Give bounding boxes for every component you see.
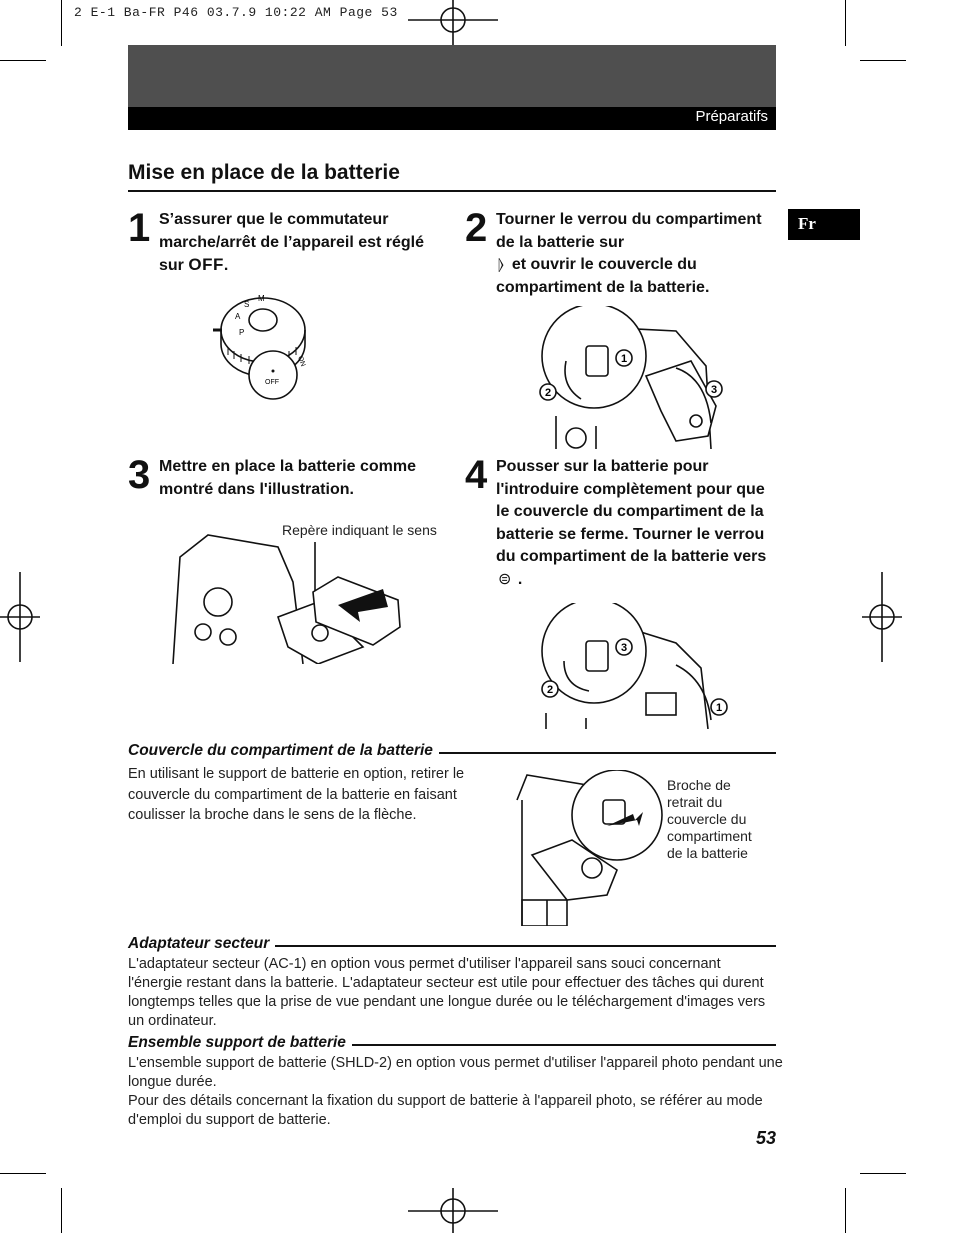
cover-body: En utilisant le support de batterie en option, retirer le couvercle du compartiment de la batterie en faisant coulisser la broche dans le sens de la flèche.	[128, 766, 465, 823]
lock-cover-illustration	[536, 603, 731, 729]
lock-symbol-icon: ⊜	[498, 570, 512, 588]
callout-2: 2	[545, 387, 552, 399]
step-4-number: 4	[465, 453, 488, 497]
holder-heading: Ensemble support de batterie	[128, 1034, 352, 1052]
step-2-text-b: et ouvrir le couvercle du compartiment de la batterie.	[496, 256, 710, 296]
dial-m: M	[258, 294, 265, 303]
step-2-text	[496, 209, 766, 299]
switch-off: OFF	[265, 379, 279, 386]
pin-caption-line: de la batterie	[667, 845, 748, 861]
cover-heading: Couvercle du compartiment de la batterie	[128, 742, 439, 760]
callout-3: 3	[711, 384, 718, 396]
cover-removal-illustration	[507, 770, 667, 926]
header-band	[128, 45, 776, 107]
step-1-number: 1	[128, 206, 151, 250]
section-tag: Préparatifs	[695, 108, 768, 125]
language-tab: Fr	[788, 209, 860, 240]
switch-on: ON	[296, 355, 307, 368]
dial-p: P	[239, 328, 245, 337]
step-2-text-a: Tourner le verrou du compartiment de la batterie sur	[496, 211, 762, 251]
unlock-symbol-icon: ⦊	[498, 256, 504, 273]
pin-caption-line: retrait du	[667, 794, 723, 810]
step-1-text-a: S’assurer que le commutateur marche/arrêt de l’appareil est réglé sur	[159, 211, 425, 274]
callout-2b: 2	[547, 684, 554, 696]
pin-caption	[667, 777, 752, 862]
holder-body-2: Pour des détails concernant la fixation du support de batterie à l'appareil photo, se référer au mode d'emploi du support de batterie.	[128, 1093, 763, 1128]
step-1-text	[159, 209, 449, 278]
page-title: Mise en place de la batterie	[128, 161, 400, 184]
print-slug: 2 E-1 Ba-FR P46 03.7.9 10:22 AM Page 53	[74, 5, 398, 20]
unlock-cover-illustration	[536, 306, 726, 449]
direction-mark-caption: Repère indiquant le sens	[282, 522, 437, 538]
adapter-heading: Adaptateur secteur	[128, 935, 275, 953]
mode-dial-illustration	[208, 285, 318, 400]
page-number: 53	[755, 1128, 776, 1148]
step-3-text: Mettre en place la batterie comme montré dans l'illustration.	[159, 458, 416, 498]
callout-1: 1	[621, 353, 628, 365]
off-label: OFF	[188, 255, 224, 274]
pin-caption-line: Broche de	[667, 777, 731, 793]
callout-3b: 3	[621, 642, 628, 654]
step-3-number: 3	[128, 453, 151, 497]
pin-caption-line: couvercle du	[667, 811, 747, 827]
holder-body-1: L'ensemble support de batterie (SHLD-2) en option vous permet d'utiliser l'appareil photo pendant une longue durée.	[128, 1055, 783, 1090]
step-4-text-b: .	[517, 570, 523, 588]
step-1-text-end: .	[223, 257, 229, 274]
header-band-strip	[128, 107, 776, 130]
step-4-text	[496, 456, 776, 591]
dial-s: S	[244, 300, 250, 309]
callout-1b: 1	[716, 702, 723, 714]
pin-caption-line: compartiment	[667, 828, 752, 844]
adapter-body: L'adaptateur secteur (AC-1) en option vous permet d'utiliser l'appareil sans souci concernant l'énergie restant dans la batterie. L'adaptateur secteur est utile pour effectuer des tâches qui durent longtemps telles que la prise de vue pendant une longue durée ou le téléchargement d'images vers un ordinateur.	[128, 956, 766, 1029]
title-rule	[128, 190, 776, 192]
step-2-number: 2	[465, 206, 488, 250]
dial-a: A	[235, 312, 241, 321]
insert-battery-illustration	[168, 527, 408, 664]
step-4-text-a: Pousser sur la batterie pour l'introduire complètement pour que le couvercle du compartiment de la batterie se ferme. Tourner le verrou du compartiment de la batterie vers	[496, 458, 767, 565]
